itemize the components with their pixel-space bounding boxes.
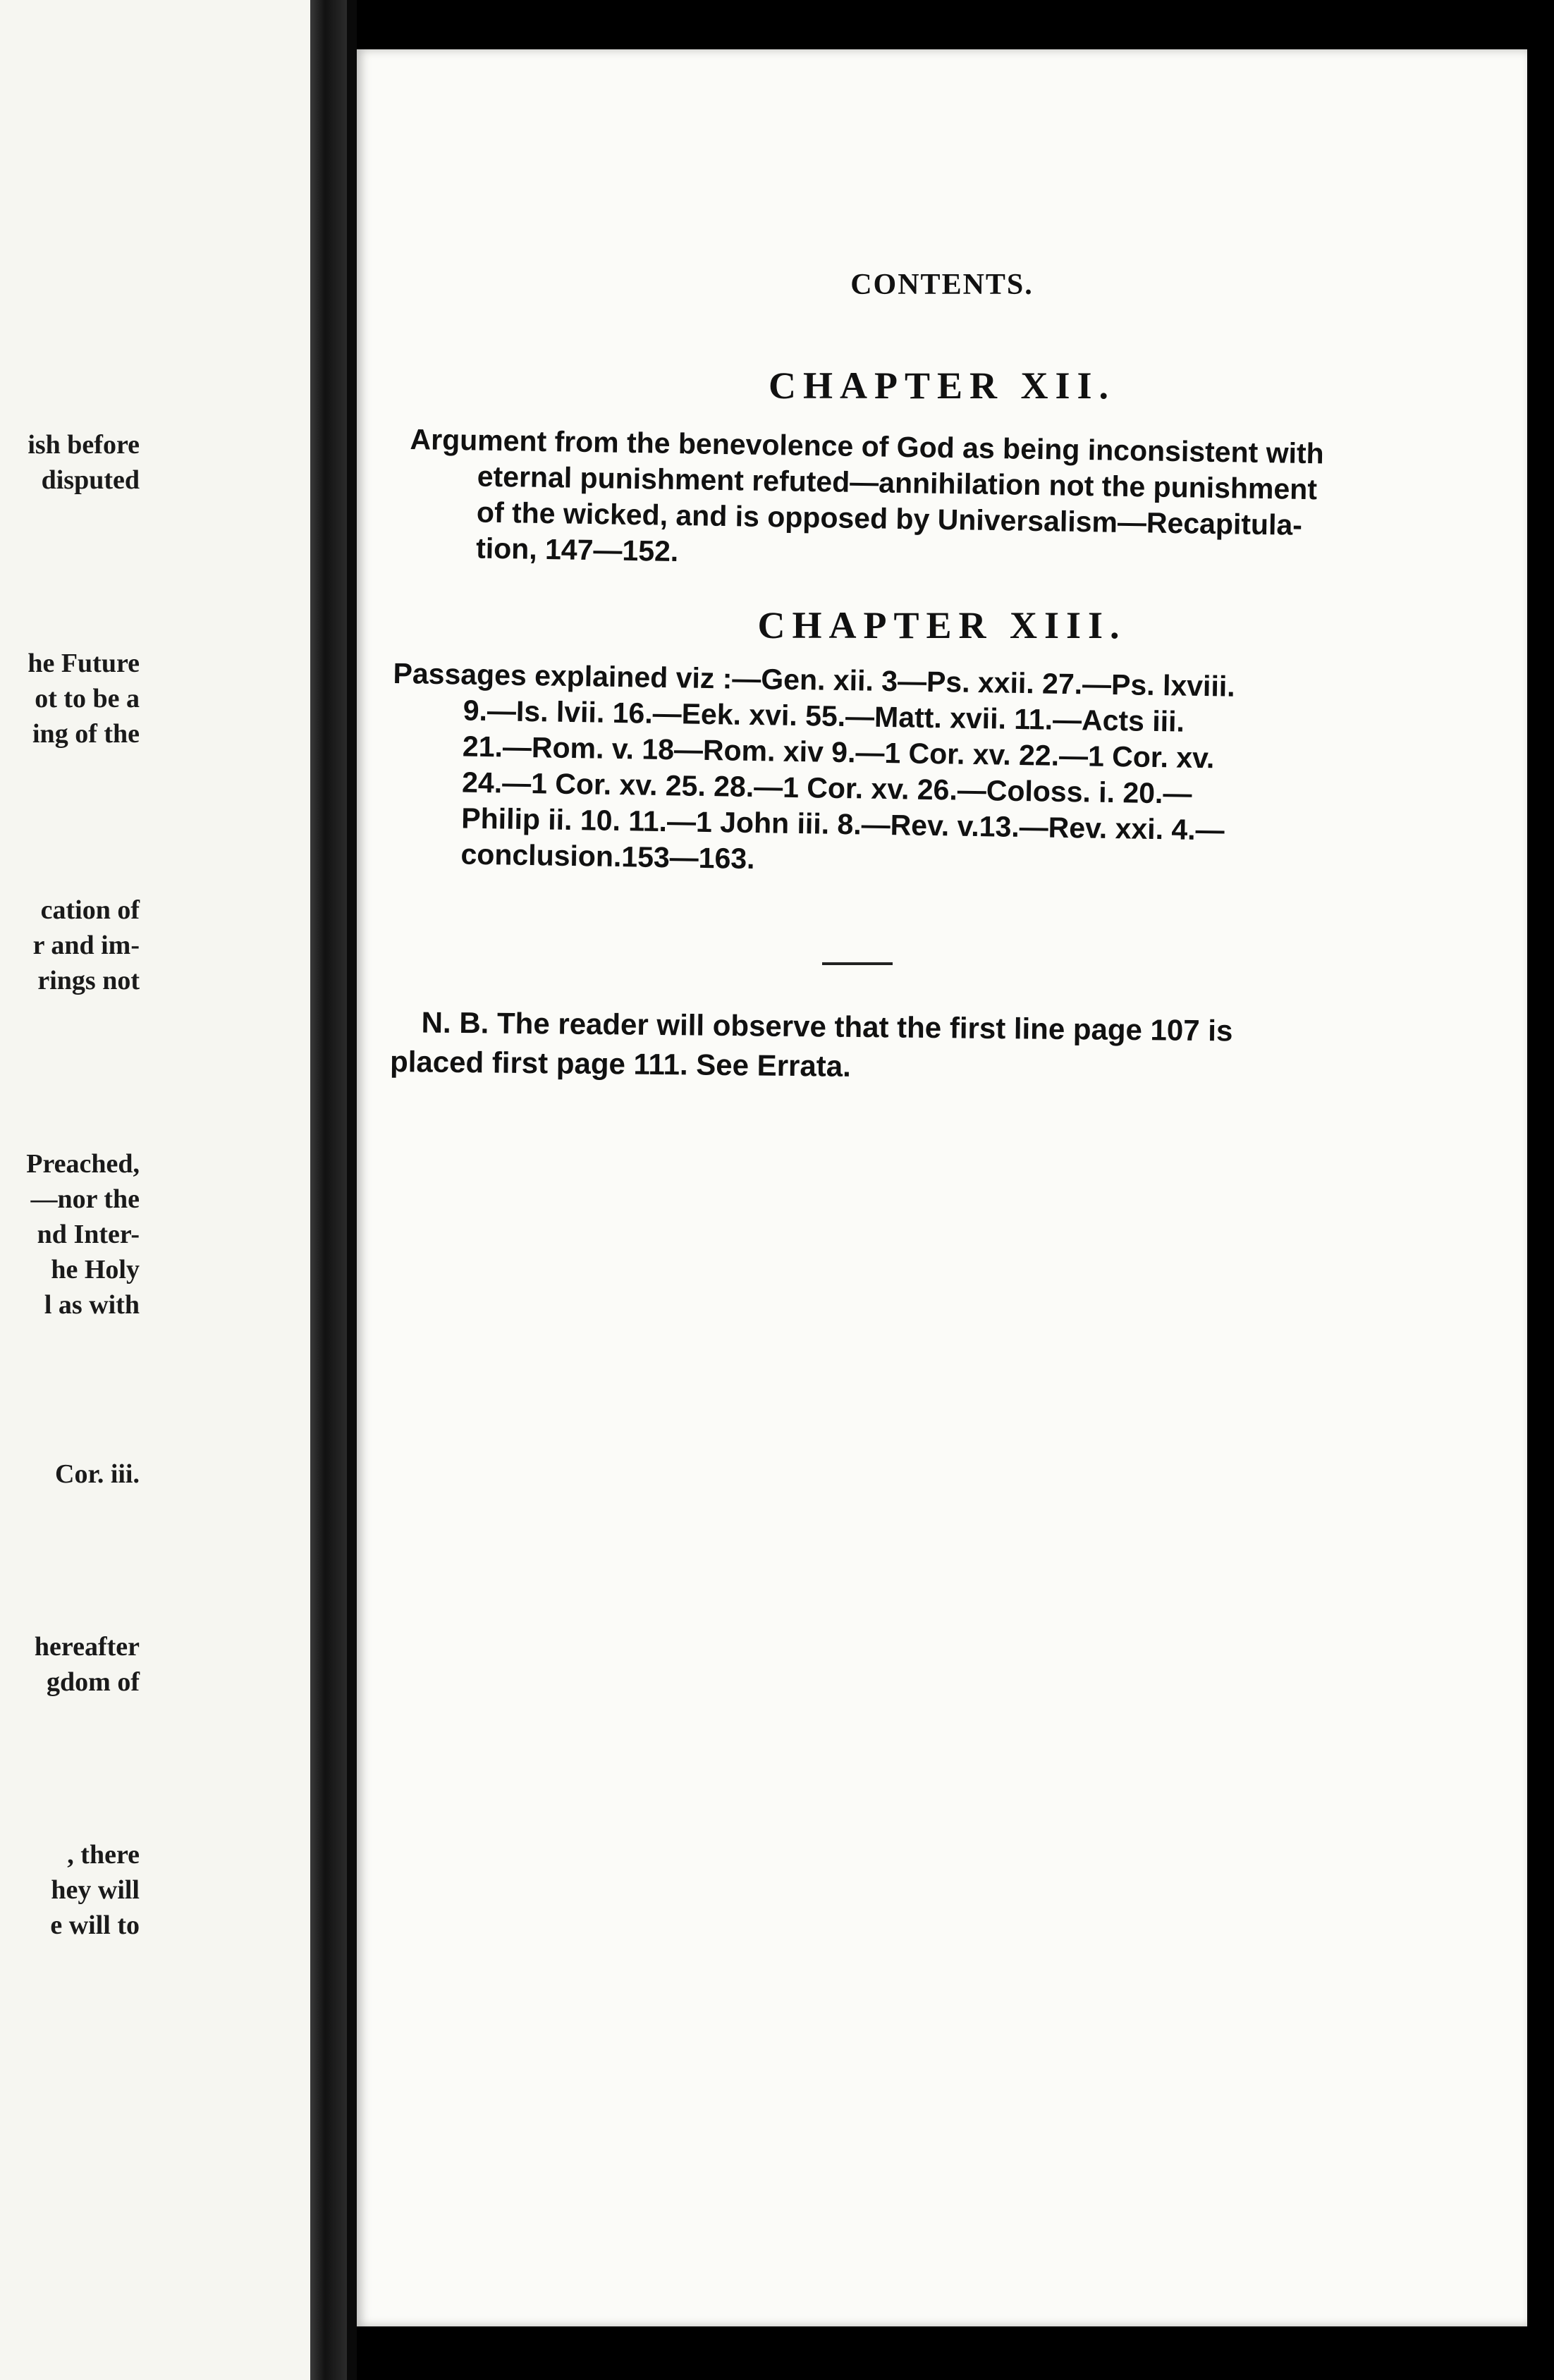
left-text-fragment: hereafter <box>34 1632 140 1662</box>
left-text-fragment: hey will <box>51 1875 140 1905</box>
left-text-fragment: nd Inter- <box>37 1220 140 1249</box>
left-text-fragment: he Holy <box>51 1255 140 1284</box>
left-text-fragment: —nor the <box>30 1184 140 1214</box>
note-line: placed first page 111. See Errata. <box>389 1044 852 1083</box>
left-text-fragment: e will to <box>50 1910 140 1940</box>
summary-line: eternal punishment refuted—annihilation not the punishment <box>477 460 1318 506</box>
chapter-12-summary <box>408 422 1324 579</box>
left-text-fragment: rings not <box>37 966 140 995</box>
chapter-12-title: CHAPTER XII. <box>768 364 1116 407</box>
contents-page <box>357 49 1527 2326</box>
summary-line: 9.—Is. lvii. 16.—Eek. xvi. 55.—Matt. xvii. 11.—Acts iii. <box>463 694 1185 738</box>
chapter-13-summary <box>390 656 1235 885</box>
summary-line: Passages explained viz :—Gen. xii. 3—Ps. xxii. 27.—Ps. lxviii. <box>393 656 1235 703</box>
left-text-fragment: , there <box>67 1840 140 1870</box>
note-line: N. B. The reader will observe that the first line page 107 is <box>421 1005 1233 1048</box>
left-text-fragment: l as with <box>44 1290 140 1320</box>
left-facing-page <box>0 0 310 2380</box>
errata-note <box>390 1002 1233 1091</box>
left-text-fragment: cation of <box>40 895 140 925</box>
summary-line: of the wicked, and is opposed by Universalism—Recapitula- <box>476 496 1303 541</box>
summary-line: 24.—1 Cor. xv. 25. 28.—1 Cor. xv. 26.—Coloss. i. 20.— <box>461 766 1192 810</box>
summary-line: Philip ii. 10. 11.—1 John iii. 8.—Rev. v.13.—Rev. xxi. 4.— <box>461 802 1225 847</box>
left-text-fragment: r and im- <box>32 931 140 960</box>
chapter-13-title: CHAPTER XIII. <box>757 604 1127 646</box>
summary-line: 21.—Rom. v. 18—Rom. xiv 9.—1 Cor. xv. 22.—1 Cor. xv. <box>462 730 1215 775</box>
left-text-fragment: Preached, <box>26 1149 140 1179</box>
page-gutter <box>347 0 357 2380</box>
page-heading: CONTENTS. <box>850 269 1034 301</box>
left-text-fragment: ing of the <box>32 719 140 749</box>
left-text-fragment: ish before <box>27 430 140 460</box>
summary-line: Argument from the benevolence of God as being inconsistent with <box>410 422 1324 470</box>
left-text-fragment: Cor. iii. <box>55 1459 140 1489</box>
book-spine <box>310 0 347 2380</box>
left-text-fragment: gdom of <box>47 1667 140 1697</box>
summary-line: conclusion.153—163. <box>460 838 755 876</box>
left-text-fragment: he Future <box>27 649 140 678</box>
left-text-fragment: ot to be a <box>35 684 140 713</box>
summary-line: tion, 147—152. <box>475 532 679 568</box>
section-divider <box>822 962 893 965</box>
left-text-fragment: disputed <box>41 465 140 495</box>
